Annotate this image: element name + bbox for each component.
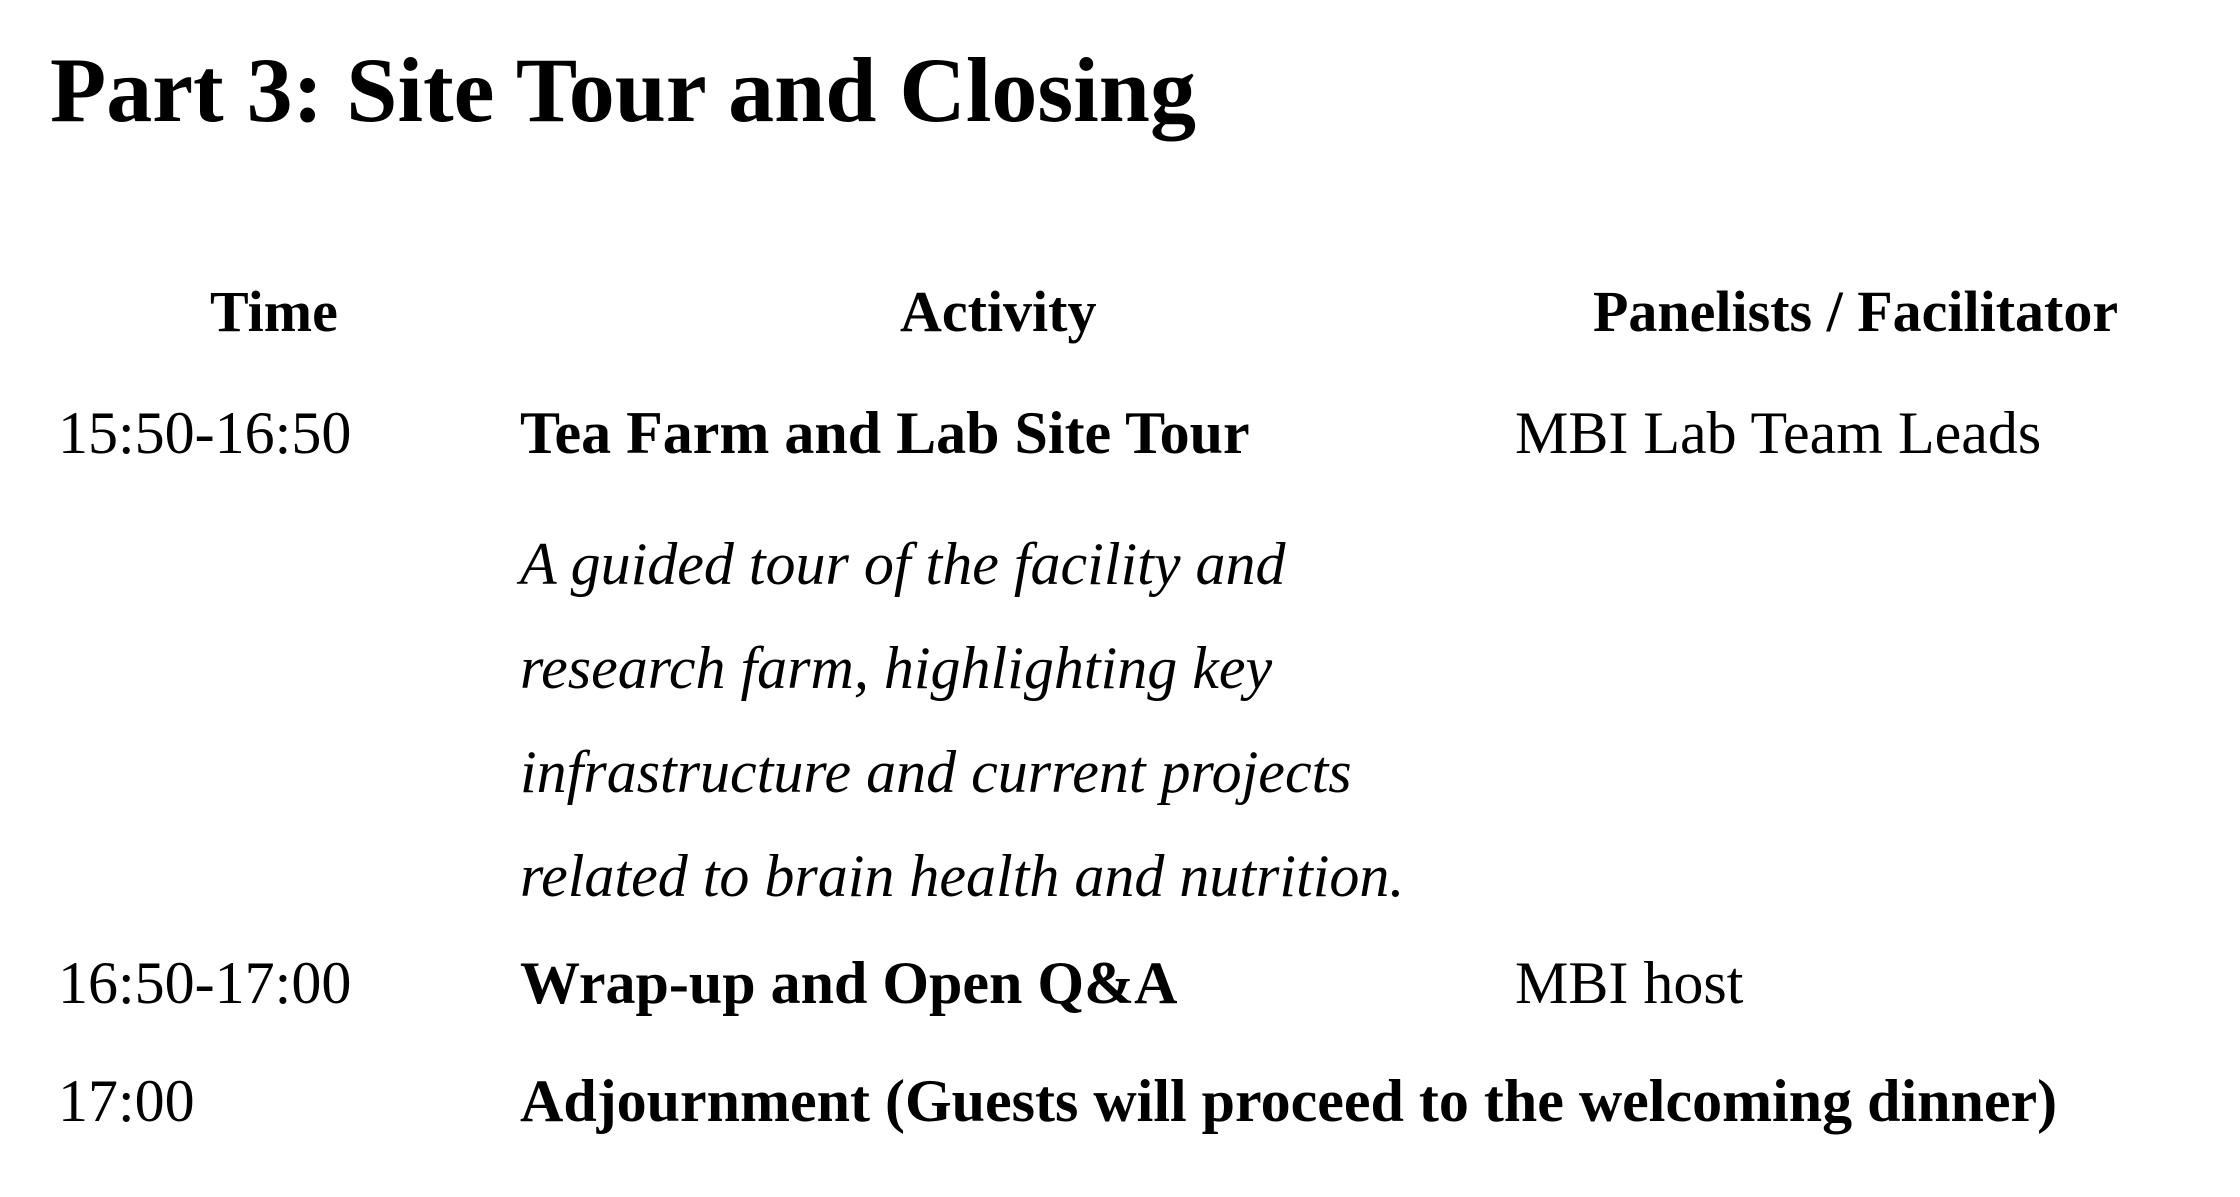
row-time: 15:50-16:50 — [58, 400, 352, 466]
column-header-time: Time — [210, 279, 338, 344]
row-activity: Wrap-up and Open Q&A — [520, 950, 1178, 1016]
row-time: 17:00 — [58, 1068, 195, 1134]
row-activity: Adjournment (Guests will proceed to the welcoming dinner) — [520, 1068, 2058, 1134]
row-activity: Tea Farm and Lab Site Tour — [520, 400, 1250, 466]
row-panelists: MBI host — [1515, 950, 1744, 1016]
column-header-panelists: Panelists / Facilitator — [1593, 279, 2119, 344]
row-panelists: MBI Lab Team Leads — [1515, 400, 2042, 466]
row-time: 16:50-17:00 — [58, 950, 352, 1016]
description-line: infrastructure and current projects — [520, 739, 1352, 805]
description-line: A guided tour of the facility and — [520, 531, 1286, 597]
description-line: related to brain health and nutrition. — [520, 843, 1405, 909]
description-line: research farm, highlighting key — [520, 635, 1273, 701]
activity-description — [520, 512, 1480, 928]
column-header-activity: Activity — [900, 279, 1097, 344]
page-title: Part 3: Site Tour and Closing — [50, 39, 1196, 141]
